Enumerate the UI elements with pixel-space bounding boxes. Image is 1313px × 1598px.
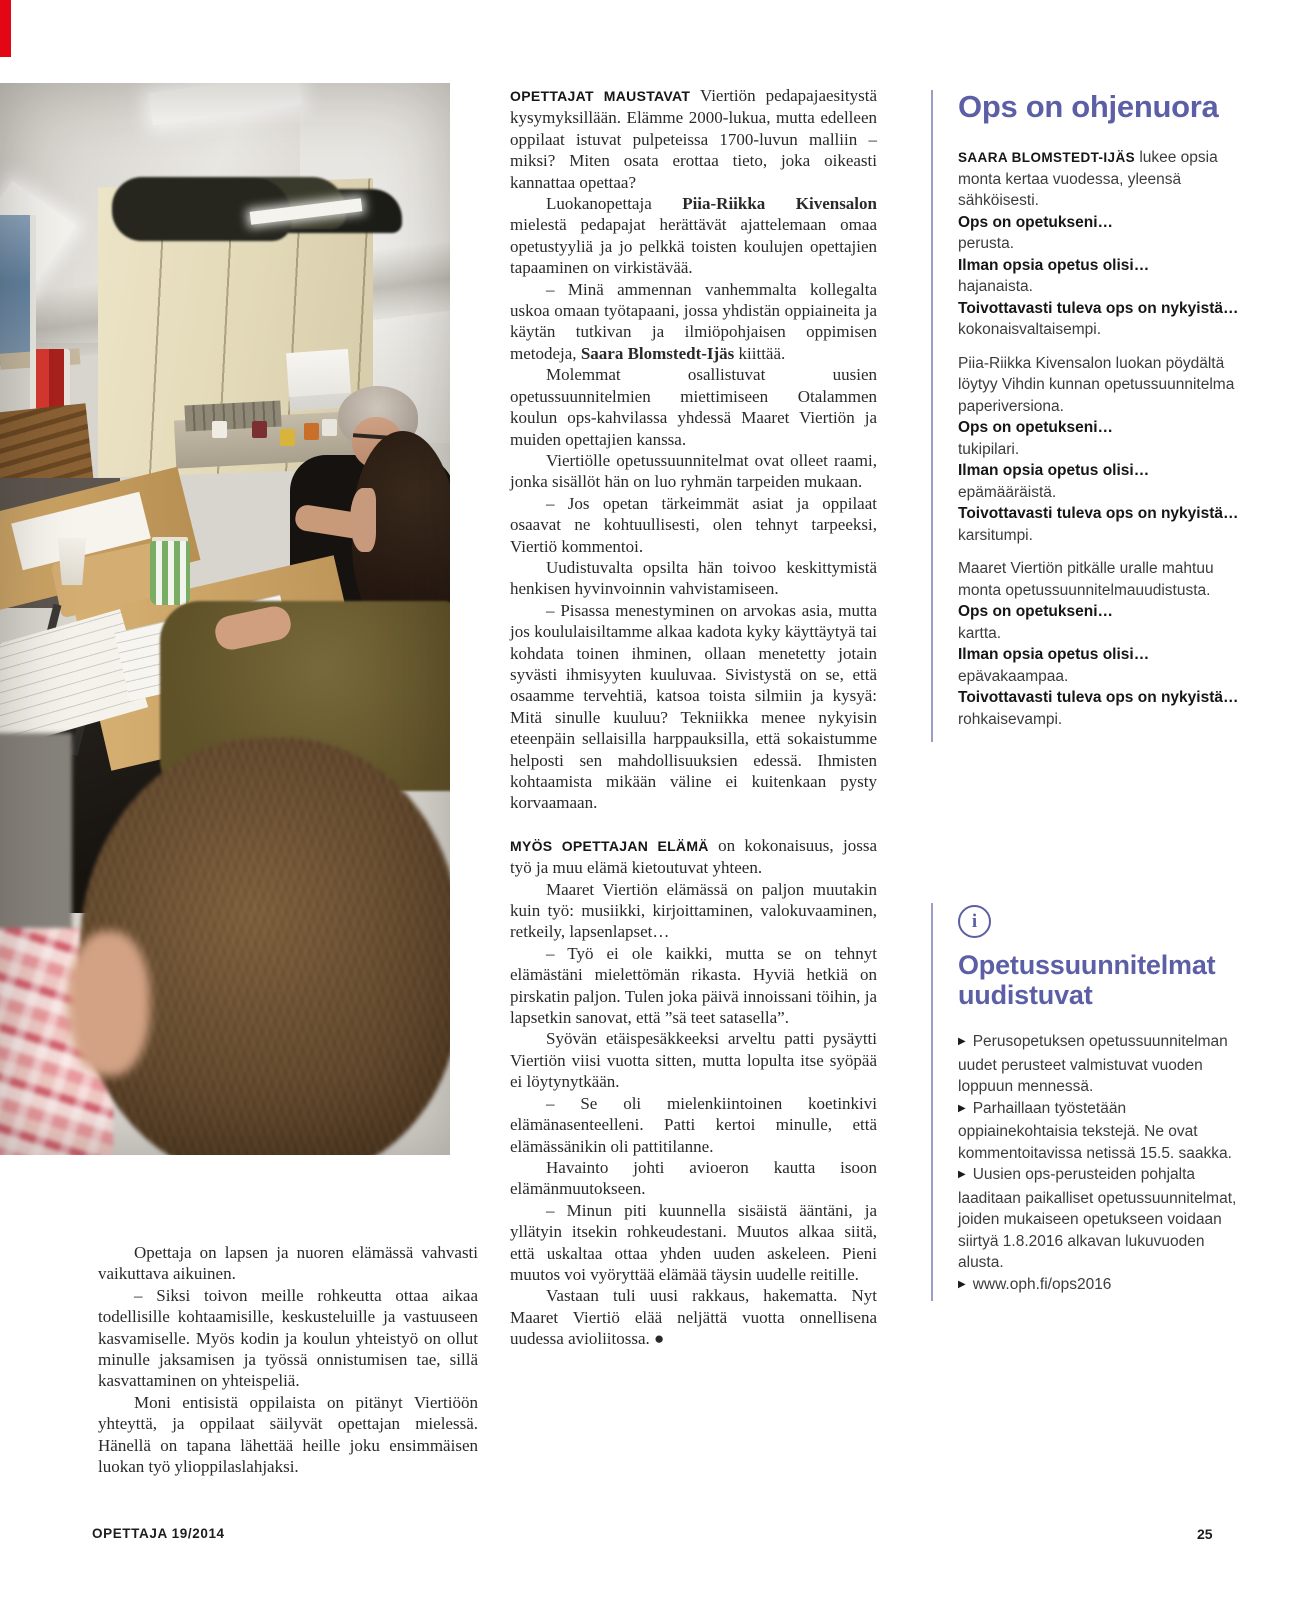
paragraph: – Se oli mielenkiintoinen koetinkivi elämänasenteelleni. Patti kertoi minulle, että elämässänikin oli pattitilanne. xyxy=(510,1093,877,1156)
ops-answer-line: rohkaisevampi. xyxy=(958,710,1063,728)
photo-woman-face xyxy=(350,488,376,552)
paragraph: Havainto johti avioeron kautta isoon elämänmuutokseen. xyxy=(510,1157,877,1199)
ops-question-line: Ilman opsia opetus olisi… xyxy=(958,462,1150,479)
bullet-arrow-icon: ▶ xyxy=(958,1036,966,1047)
footer-magazine-issue: OPETTAJA 19/2014 xyxy=(92,1526,225,1541)
bullet-arrow-icon: ▶ xyxy=(958,1278,966,1290)
ops-question-line: Ops on opetukseni… xyxy=(958,419,1114,436)
ops-block xyxy=(958,147,1243,341)
paragraph: – Jos opetan tärkeimmät asiat ja oppilaat osaavat ne kohtuullisesti, olen tehnyt tarpeeksi, Viertiö kommentoi. xyxy=(510,493,877,556)
sidebar-title: Ops on ohjenuora xyxy=(958,89,1219,124)
photo-striped-mug xyxy=(150,541,190,605)
classroom-photo xyxy=(0,83,450,1155)
paragraph: – Minun piti kuunnella sisäistä ääntäni, ja yllätyin itsekin rohkeudestani. Muutos alkaa siitä, että uskaltaa ottaa yhden uuden askeleen. Pieni muutos voi vyöryttää elämää täysin uudelle reitille. xyxy=(510,1200,877,1284)
paragraph: – Pisassa menestyminen on arvokas asia, mutta jos koululaisiltamme alkaa kadota kyky käyttäytyä tai kohdata toinen ihminen, ollaan menetetty jotain syvästi ihmisyyten kuuluvaa. Sivistystä on se, että osaamme tervehtiä, katsoa toista silmiin ja kysyä: Mitä sinulle kuuluu? Tekniikka menee nykyisin eteenpäin sellaisilla harppauksilla, että sokaistumme helposti sen mahdollisuuksien edessä. Ihmisten kohtaamista mikään väline ei kuitenkaan pysty korvaamaan. xyxy=(510,600,877,813)
ops-question-line: Ops on opetukseni… xyxy=(958,213,1114,231)
sidebar-ops-summary xyxy=(931,90,1243,742)
photo-cups xyxy=(252,421,267,438)
infobox-item-text: Parhaillaan työstetään oppiainekohtaisia tekstejä. Ne ovat kommentoitavissa netissä 15.5. saakka. xyxy=(958,1099,1232,1162)
ops-question-line: Ops on opetukseni… xyxy=(958,603,1114,620)
info-icon-letter: i xyxy=(971,910,978,932)
paragraph: – Minä ammennan vanhemmalta kollegalta uskoa omaan työtapaani, jossa yhdistän oppiaineita ja käytän tutkivan ja ilmiöpohjaisen oppimisen metodeja, Saara Blomstedt-Ijäs kiittää. xyxy=(510,279,877,363)
ops-question-line: Ilman opsia opetus olisi… xyxy=(958,646,1150,663)
article-column-left xyxy=(98,1242,478,1477)
paragraph: – Siksi toivon meille rohkeutta ottaa aikaa todellisille kohtaamisille, keskusteluille ja vastuuseen kasvamiselle. Myös kodin ja koulun yhteistyö on ollut minulle jaksamisen ja työssä onnistumisen tae, sillä kasvattaminen on yhteispeliä. xyxy=(98,1285,478,1391)
info-icon xyxy=(958,905,991,938)
ops-intro: Maaret Viertiön pitkälle uralle mahtuu monta opetussuunnitelmauudistusta. xyxy=(958,560,1214,599)
photo-foreground-cheek xyxy=(68,931,150,1076)
paragraph: Syövän etäispesäkkeeksi arveltu patti pysäytti Viertiön viisi vuotta sitten, mutta lopulta itse syöpää ei löytynytkään. xyxy=(510,1029,877,1092)
paragraph: OPETTAJAT MAUSTAVAT Viertiön pedapajaesitystä kysymyksillään. Elämme 2000-lukua, mutta edelleen oppilaat istuvat pulpeteissa 1700-luvun malliin – miksi? Miten osata erottaa tieto, joka oikeasti kannattaa opettaa? xyxy=(510,86,877,192)
bullet-arrow-icon: ▶ xyxy=(958,1169,966,1180)
photo-red-binder xyxy=(30,349,70,413)
paragraph: Viertiölle opetussuunnitelmat ovat olleet raami, jonka sisällöt hän on luo ryhmän tarpeiden mukaan. xyxy=(510,450,877,492)
paragraph: Uudistuvalta opsilta hän toivoo keskittymistä henkisen hyvinvoinnin vahvistamiseen. xyxy=(510,557,877,599)
photo-gray-jacket xyxy=(0,733,72,948)
ops-answer-line: karsitumpi. xyxy=(958,526,1033,544)
photo-window-map xyxy=(0,215,36,365)
ops-answer-line: tukipilari. xyxy=(958,440,1020,458)
paragraph: Molemmat osallistuvat uusien opetussuunnitelmien miettimiseen Otalammen koulun ops-kahvilassa yhdessä Maaret Viertiön ja muiden opettajien kanssa. xyxy=(510,365,877,449)
paragraph: Luokanopettaja Piia-Riikka Kivensalon mielestä pedapajat herättävät ajattelemaan omaa opetustyyliä ja jo pelkkä toisten koulujen opettajien tapaaminen on virkistävää. xyxy=(510,194,877,278)
ops-block xyxy=(958,353,1243,547)
photo-tray xyxy=(184,401,281,432)
paragraph: – Työ ei ole kaikki, mutta se on tehnyt elämästäni mielettömän rikasta. Hyviä hetkiä on pirskatin paljon. Tulen joka päivä innoissani töihin, ja lapsetkin sanovat, että ”sä teet satasella”. xyxy=(510,943,877,1028)
paragraph: Vastaan tuli uusi rakkaus, hakematta. Nyt Maaret Viertiö elää neljättä vuotta onnellisena uudessa avioliitossa. ● xyxy=(510,1286,877,1349)
infobox-item xyxy=(958,1098,1243,1165)
infobox-item-url: www.oph.fi/ops2016 xyxy=(972,1275,1112,1293)
paragraph: Opettaja on lapsen ja nuoren elämässä vahvasti vaikuttava aikuinen. xyxy=(98,1243,478,1284)
ops-block xyxy=(958,558,1243,730)
infobox-item-text: Uusien ops-perusteiden pohjalta laaditaan paikalliset opetussuunnitelmat, joiden mukaiseen opetukseen voidaan siirtyä 1.8.2016 alkavan lukuvuoden alusta. xyxy=(958,1166,1237,1271)
infobox-item xyxy=(958,1274,1243,1298)
ops-question-line: Toivottavasti tuleva ops on nykyistä… xyxy=(958,689,1239,706)
ops-question-line: Toivottavasti tuleva ops on nykyistä… xyxy=(958,299,1239,317)
article-column-middle xyxy=(510,85,877,1350)
ops-question-line: Ilman opsia opetus olisi… xyxy=(958,256,1150,274)
footer-page-number: 25 xyxy=(1197,1526,1213,1542)
infobox-title: Opetussuunnitelmat uudistuvat xyxy=(958,950,1216,1010)
ops-answer-line: perusta. xyxy=(958,235,1015,252)
paragraph: Moni entisistä oppilaista on pitänyt Viertiöön yhteyttä, ja oppilaat säilyvät opettajan mielessä. Hänellä on tapana lähettää heille joku ensimmäisen luokan työ ylioppilaslahjaksi. xyxy=(98,1392,478,1477)
infobox-item-text: Perusopetuksen opetussuunnitelman uudet perusteet valmistuvat vuoden loppuun mennessä. xyxy=(958,1033,1228,1095)
ops-intro: SAARA BLOMSTEDT-IJÄS lukee opsia monta kertaa vuodessa, yleensä sähköisesti. xyxy=(958,149,1218,209)
paragraph: Maaret Viertiön elämässä on paljon muutakin kuin työ: musiikki, kirjoittaminen, valokuvaaminen, retkeily, lapsenlapset… xyxy=(510,879,877,942)
ops-answer-line: hajanaista. xyxy=(958,278,1033,295)
page-edge-red-tab xyxy=(0,0,11,57)
ops-question-line: Toivottavasti tuleva ops on nykyistä… xyxy=(958,505,1239,522)
ops-answer-line: epävakaampaa. xyxy=(958,667,1069,685)
bullet-arrow-icon: ▶ xyxy=(958,1102,966,1114)
ops-answer-line: kokonaisvaltaisempi. xyxy=(958,321,1102,338)
ops-answer-line: kartta. xyxy=(958,624,1002,642)
infobox-item xyxy=(958,1031,1243,1098)
infobox-item xyxy=(958,1164,1243,1274)
paragraph: MYÖS OPETTAJAN ELÄMÄ on kokonaisuus, jossa työ ja muu elämä kietoutuvat yhteen. xyxy=(510,835,877,878)
sidebar-info-box xyxy=(931,903,1243,1301)
ops-answer-line: epämääräistä. xyxy=(958,483,1057,501)
ops-intro: Piia-Riikka Kivensalon luokan pöydältä löytyy Vihdin kunnan opetussuunnitelma paperiversiona. xyxy=(958,354,1235,415)
